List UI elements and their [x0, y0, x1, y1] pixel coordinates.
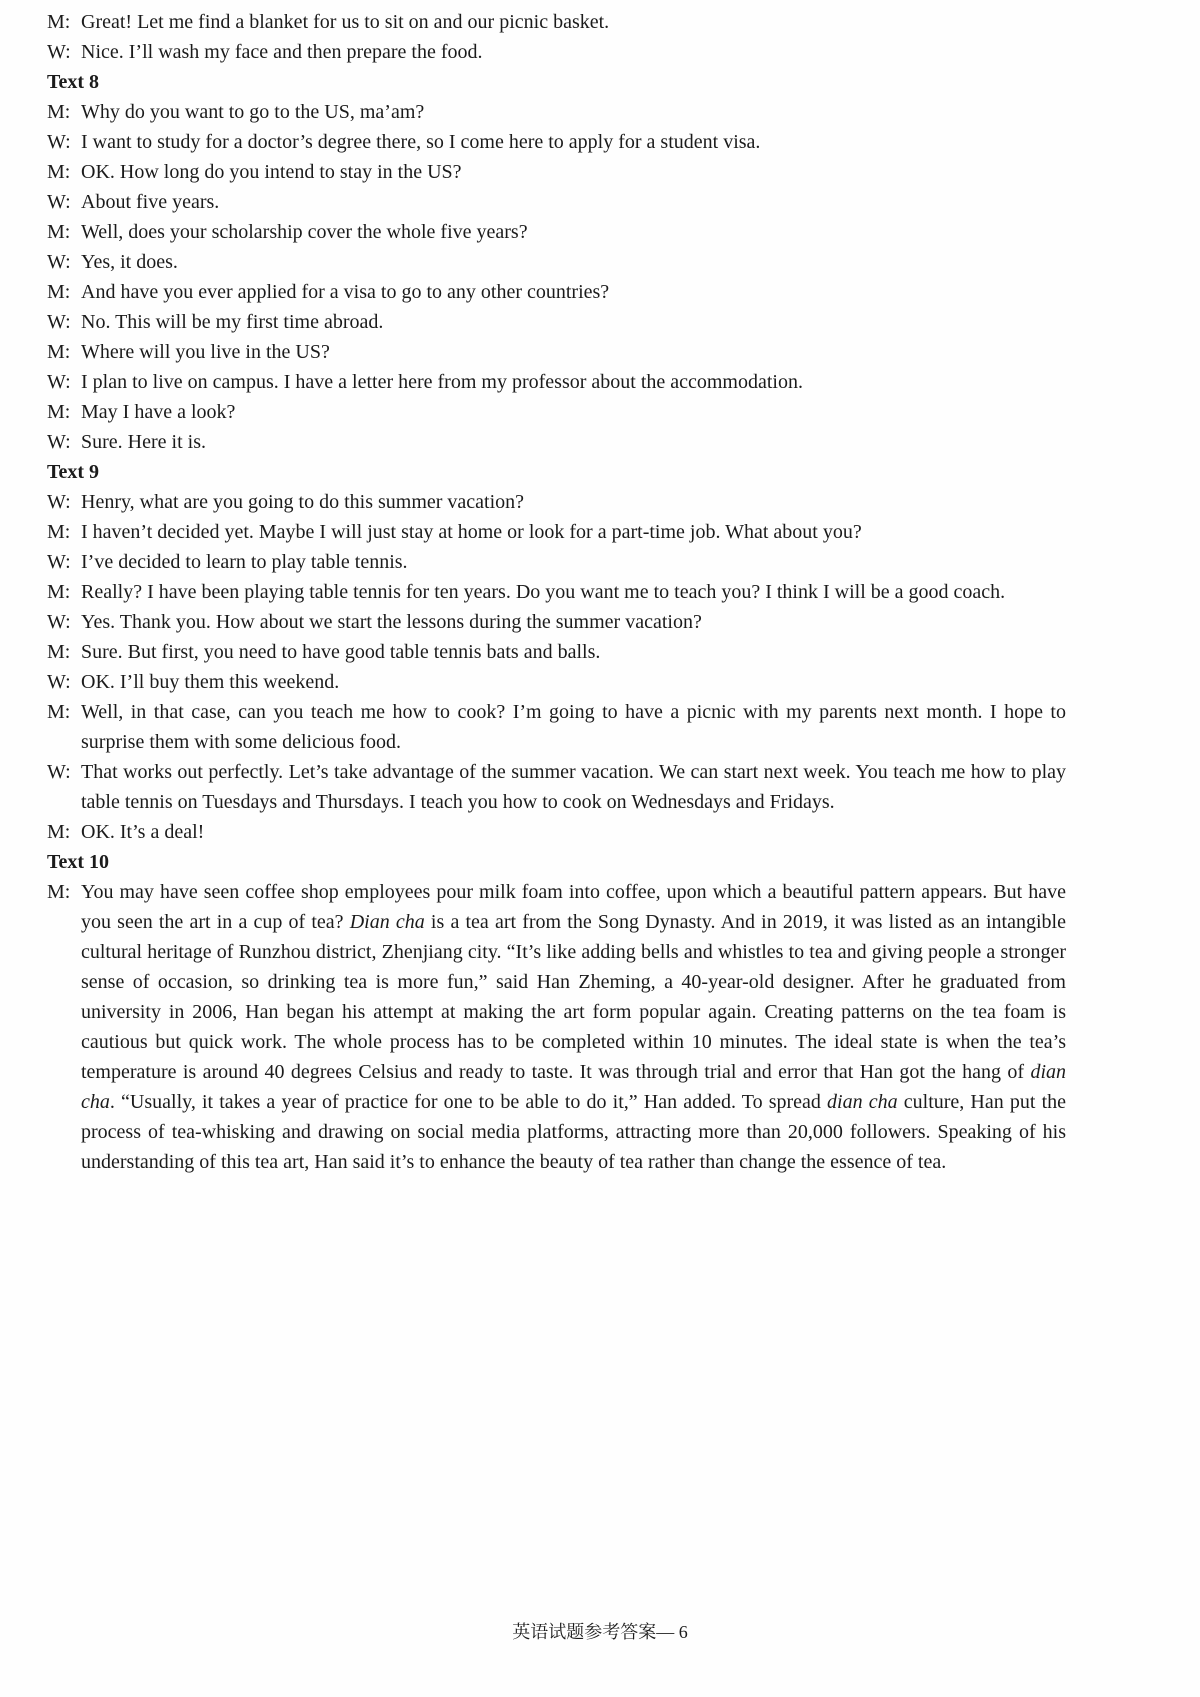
dialogue-line — [47, 37, 1066, 67]
dialogue-line — [47, 217, 1066, 247]
speaker-label: W: — [47, 371, 71, 393]
speaker-label: W: — [47, 131, 71, 153]
speaker-label: M: — [47, 641, 71, 663]
text-segment: I plan to live on campus. I have a letter here from my professor about the accommodation. — [81, 371, 803, 393]
page-footer: 英语试题参考答案— 6 — [512, 1622, 688, 1642]
text-segment: Well, in that case, can you teach me how to cook? I’m going to have a picnic with my parents next month. I hope to surprise them with some delicious food. — [81, 701, 1066, 753]
dialogue-text — [81, 757, 1066, 817]
text-segment: Sure. Here it is. — [81, 431, 206, 453]
dialogue-text — [81, 577, 1066, 607]
text-segment: I want to study for a doctor’s degree there, so I come here to apply for a student visa. — [81, 131, 761, 153]
speaker-label: W: — [47, 431, 71, 453]
speaker-label: M: — [47, 281, 71, 303]
text-segment: OK. It’s a deal! — [81, 821, 205, 843]
speaker-label: M: — [47, 11, 71, 33]
dialogue-line — [47, 397, 1066, 427]
dialogue-text — [81, 547, 1066, 577]
dialogue-text — [81, 517, 1066, 547]
dialogue-text — [81, 157, 1066, 187]
text-segment: Yes, it does. — [81, 251, 178, 273]
speaker-label: M: — [47, 341, 71, 363]
dialogue-line — [47, 667, 1066, 697]
dialogue-text — [81, 247, 1066, 277]
italic-term: dian cha — [81, 1061, 1066, 1113]
dialogue-text — [81, 97, 1066, 127]
text-segment: I haven’t decided yet. Maybe I will just stay at home or look for a part-time job. What about you? — [81, 521, 862, 543]
dialogue-text — [81, 277, 1066, 307]
transcript-content — [47, 7, 1066, 1177]
text-segment: OK. I’ll buy them this weekend. — [81, 671, 340, 693]
text-segment: OK. How long do you intend to stay in the US? — [81, 161, 462, 183]
dialogue-text — [81, 877, 1066, 1177]
text-segment: Sure. But first, you need to have good table tennis bats and balls. — [81, 641, 601, 663]
speaker-label: W: — [47, 671, 71, 693]
italic-term: Dian cha — [349, 911, 425, 933]
text-segment: Well, does your scholarship cover the whole five years? — [81, 221, 528, 243]
section-heading: Text 9 — [47, 461, 100, 483]
dialogue-text — [81, 607, 1066, 637]
speaker-label: W: — [47, 611, 71, 633]
speaker-label: W: — [47, 761, 71, 783]
dialogue-line — [47, 307, 1066, 337]
dialogue-text — [81, 427, 1066, 457]
text-segment: Yes. Thank you. How about we start the lessons during the summer vacation? — [81, 611, 702, 633]
section-heading: Text 10 — [47, 851, 110, 873]
dialogue-line — [47, 637, 1066, 667]
dialogue-line — [47, 367, 1066, 397]
dialogue-line — [47, 337, 1066, 367]
text-segment: You may have seen coffee shop employees pour milk foam into coffee, upon which a beautiful pattern appears. But have you seen the art in a cup of tea? — [81, 881, 1066, 933]
speaker-label: M: — [47, 161, 71, 183]
dialogue-text — [81, 697, 1066, 757]
dialogue-line — [47, 277, 1066, 307]
text-segment: About five years. — [81, 191, 220, 213]
text-segment: And have you ever applied for a visa to go to any other countries? — [81, 281, 610, 303]
dialogue-line — [47, 757, 1066, 817]
dialogue-line — [47, 247, 1066, 277]
dialogue-line — [47, 127, 1066, 157]
dialogue-line — [47, 187, 1066, 217]
speaker-label: W: — [47, 251, 71, 273]
text-segment: I’ve decided to learn to play table tennis. — [81, 551, 408, 573]
speaker-label: M: — [47, 701, 71, 723]
speaker-label: M: — [47, 581, 71, 603]
dialogue-line — [47, 607, 1066, 637]
dialogue-text — [81, 397, 1066, 427]
dialogue-line — [47, 517, 1066, 547]
speaker-label: M: — [47, 521, 71, 543]
dialogue-text — [81, 487, 1066, 517]
text-segment: Henry, what are you going to do this summer vacation? — [81, 491, 525, 513]
dialogue-text — [81, 127, 1066, 157]
speaker-label: M: — [47, 401, 71, 423]
dialogue-line — [47, 427, 1066, 457]
speaker-label: M: — [47, 221, 71, 243]
dialogue-line — [47, 97, 1066, 127]
dialogue-text — [81, 337, 1066, 367]
text-segment: Nice. I’ll wash my face and then prepare the food. — [81, 41, 483, 63]
italic-term: dian cha — [827, 1091, 898, 1113]
text-segment: May I have a look? — [81, 401, 236, 423]
text-segment: Great! Let me find a blanket for us to sit on and our picnic basket. — [81, 11, 610, 33]
dialogue-text — [81, 817, 1066, 847]
dialogue-line — [47, 877, 1066, 1177]
dialogue-line — [47, 577, 1066, 607]
speaker-label: W: — [47, 551, 71, 573]
text-segment: culture, Han put the process of tea-whisking and drawing on social media platforms, attracting more than 20,000 followers. Speaking of his understanding of this tea art, Han said it’s to enhance the beauty of tea rather than change the essence of tea. — [81, 1091, 1067, 1173]
dialogue-line — [47, 7, 1066, 37]
dialogue-text — [81, 37, 1066, 67]
speaker-label: W: — [47, 41, 71, 63]
dialogue-text — [81, 307, 1066, 337]
dialogue-line — [47, 157, 1066, 187]
speaker-label: M: — [47, 881, 71, 903]
dialogue-text — [81, 637, 1066, 667]
speaker-label: M: — [47, 821, 71, 843]
text-segment: No. This will be my first time abroad. — [81, 311, 384, 333]
speaker-label: M: — [47, 101, 71, 123]
text-segment: Why do you want to go to the US, ma’am? — [81, 101, 425, 123]
dialogue-line — [47, 547, 1066, 577]
dialogue-line — [47, 697, 1066, 757]
text-segment: That works out perfectly. Let’s take advantage of the summer vacation. We can start next week. You teach me how to play table tennis on Tuesdays and Thursdays. I teach you how to cook on Wednesdays and Fridays. — [81, 761, 1066, 813]
text-segment: is a tea art from the Song Dynasty. And in 2019, it was listed as an intangible cultural heritage of Runzhou district, Zhenjiang city. “It’s like adding bells and whistles to tea and giving people a stronger sense of occasion, so drinking tea is more fun,” said Han Zheming, a 40-year-old designer. After he graduated from university in 2006, Han began his attempt at making the art form popular again. Creating patterns on the tea foam is cautious but quick work. The whole process has to be completed within 10 minutes. The ideal state is when the tea’s temperature is around 40 degrees Celsius and ready to taste. It was through trial and error that Han got the hang of — [81, 911, 1066, 1083]
text-segment: . “Usually, it takes a year of practice for one to be able to do it,” Han added. To spread — [109, 1091, 828, 1113]
dialogue-text — [81, 367, 1066, 397]
dialogue-line — [47, 817, 1066, 847]
dialogue-line — [47, 487, 1066, 517]
speaker-label: W: — [47, 491, 71, 513]
text-segment: Really? I have been playing table tennis for ten years. Do you want me to teach you? I think I will be a good coach. — [81, 581, 1006, 603]
dialogue-text — [81, 217, 1066, 247]
text-segment: Where will you live in the US? — [81, 341, 330, 363]
dialogue-text — [81, 187, 1066, 217]
dialogue-text — [81, 7, 1066, 37]
speaker-label: W: — [47, 311, 71, 333]
dialogue-text — [81, 667, 1066, 697]
speaker-label: W: — [47, 191, 71, 213]
section-heading: Text 8 — [47, 71, 100, 93]
